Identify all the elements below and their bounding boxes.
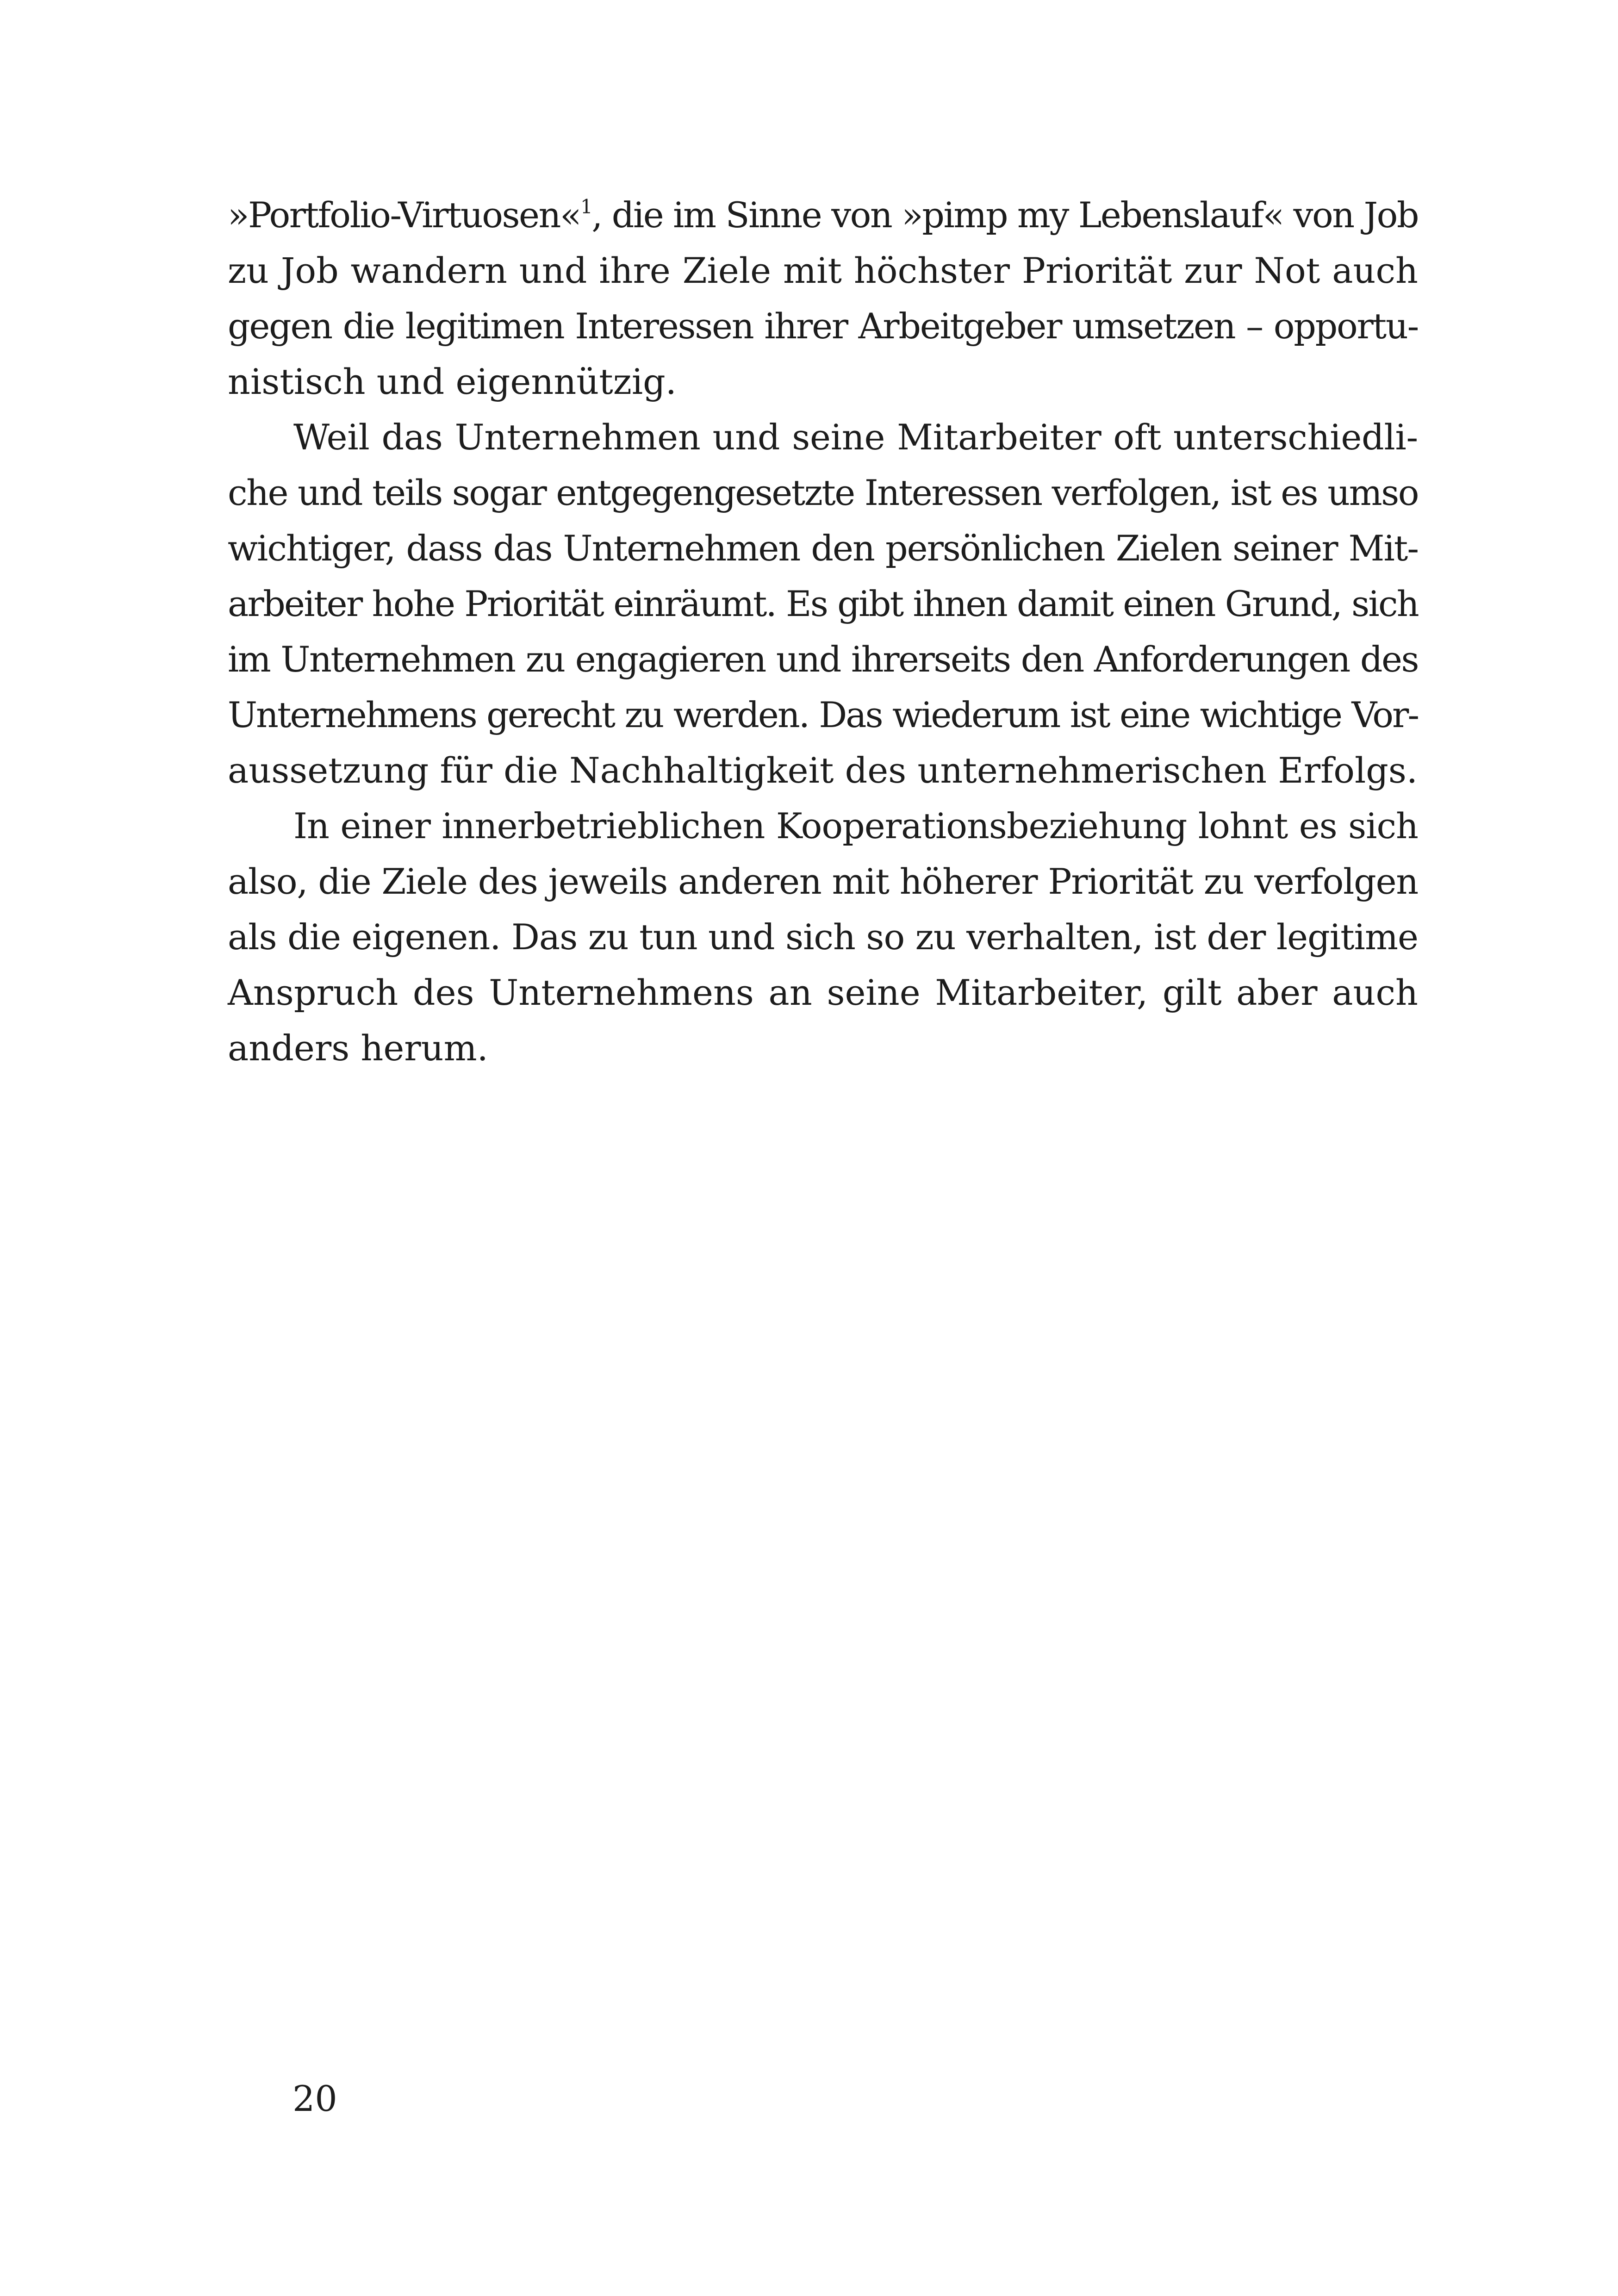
text-line: gegen die legitimen Interessen ihrer Arbeitgeber umsetzen – opportu- xyxy=(228,305,1418,347)
text-line: wichtiger, dass das Unternehmen den persönlichen Zielen seiner Mit- xyxy=(228,528,1418,569)
text-line: als die eigenen. Das zu tun und sich so zu verhalten, ist der legitime xyxy=(228,916,1418,958)
body-text xyxy=(228,187,1418,1076)
text-line xyxy=(228,187,1418,243)
text-line: che und teils sogar entgegengesetzte Interessen verfolgen, ist es umso xyxy=(228,472,1418,513)
text-line: aussetzung für die Nachhaltigkeit des unternehmerischen Erfolgs. xyxy=(228,750,1418,791)
text-line: im Unternehmen zu engagieren und ihrerseits den Anforderungen des xyxy=(228,639,1418,680)
footnote-marker[interactable]: 1 xyxy=(580,195,592,218)
text-line: Unternehmens gerecht zu werden. Das wiederum ist eine wichtige Vor- xyxy=(228,694,1418,735)
text-run: »Portfolio-Virtuosen« xyxy=(228,194,580,236)
text-line: Anspruch des Unternehmens an seine Mitarbeiter, gilt aber auch xyxy=(228,972,1418,1013)
text-line: arbeiter hohe Priorität einräumt. Es gibt ihnen damit einen Grund, sich xyxy=(228,583,1418,624)
text-line: zu Job wandern und ihre Ziele mit höchster Priorität zur Not auch xyxy=(228,250,1418,291)
text-line: nistisch und eigennützig. xyxy=(228,361,677,402)
text-line: In einer innerbetrieblichen Kooperationsbeziehung lohnt es sich xyxy=(293,805,1418,846)
page-number: 20 xyxy=(292,2078,337,2119)
text-line: Weil das Unternehmen und seine Mitarbeiter oft unterschiedli- xyxy=(293,417,1418,458)
text-line: also, die Ziele des jeweils anderen mit höherer Priorität zu verfolgen xyxy=(228,861,1418,902)
text-run: , die im Sinne von »pimp my Lebenslauf« von Job xyxy=(591,194,1418,236)
text-line: anders herum. xyxy=(228,1027,488,1069)
